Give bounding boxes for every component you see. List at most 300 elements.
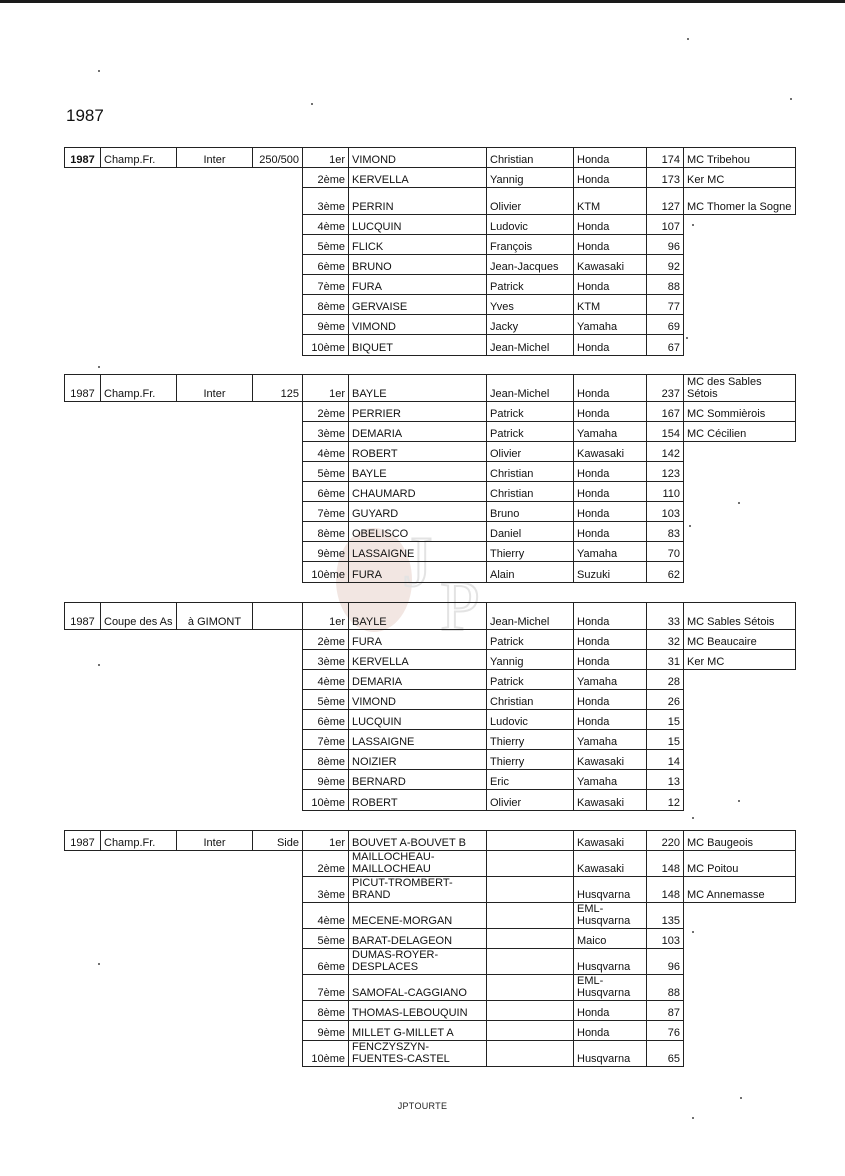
club-text: MC Sommièrois (687, 408, 766, 420)
pts-text: 110 (662, 488, 680, 500)
pts-text: 148 (661, 889, 680, 901)
pts-cell (646, 629, 684, 650)
first-cell (486, 481, 574, 502)
name-cell (348, 521, 487, 542)
pts-cell (646, 830, 684, 851)
name-text: FURA (352, 281, 382, 293)
bike-cell (573, 850, 647, 877)
pos-text: 7ème (317, 736, 345, 748)
pts-cell (646, 334, 684, 356)
table-row (65, 215, 796, 235)
bike-text: Yamaha (577, 776, 618, 788)
first-cell (486, 769, 574, 790)
first-cell (486, 461, 574, 482)
pos-cell (302, 167, 349, 188)
scan-speck (692, 1117, 694, 1119)
pts-text: 103 (661, 935, 680, 947)
table-row (65, 168, 796, 188)
name-cell (348, 876, 487, 903)
pts-text: 77 (667, 301, 680, 313)
first-cell (486, 521, 574, 542)
table-row (65, 502, 796, 522)
name-text: ROBERT (352, 797, 398, 809)
type-cell (100, 374, 177, 402)
name-text: FENCZYSZYN-FUENTES-CASTEL (352, 1041, 450, 1065)
bike-text: EML-Husqvarna (577, 975, 631, 999)
club-cell (683, 876, 796, 903)
club-cell (683, 214, 796, 235)
first-cell (486, 274, 574, 295)
table-row (65, 929, 796, 949)
pts-text: 135 (661, 915, 680, 927)
club-cell (683, 334, 796, 356)
name-text: BOUVET A-BOUVET B (352, 837, 466, 849)
first-text: Olivier (490, 448, 522, 460)
pts-text: 174 (661, 154, 680, 166)
name-cell (348, 1020, 487, 1041)
pos-cell (302, 876, 349, 903)
year-text: 1987 (70, 837, 95, 849)
first-text: Yannig (490, 656, 524, 668)
bike-cell (573, 254, 647, 275)
name-text: LASSAIGNE (352, 736, 415, 748)
type-text: Champ.Fr. (104, 154, 156, 166)
pts-text: 67 (667, 342, 680, 354)
first-cell (486, 1000, 574, 1021)
table-row (65, 690, 796, 710)
club-cell (683, 830, 796, 851)
first-cell (486, 876, 574, 903)
pos-cell (302, 689, 349, 710)
first-cell (486, 334, 574, 356)
first-text: Thierry (490, 548, 525, 560)
table-row (65, 730, 796, 750)
pts-text: 103 (661, 508, 680, 520)
name-cell (348, 789, 487, 811)
table-row (65, 482, 796, 502)
scan-speck (687, 38, 689, 40)
first-cell (486, 147, 574, 168)
table-row (65, 542, 796, 562)
first-text: Patrick (490, 428, 524, 440)
first-text: Olivier (490, 201, 522, 213)
pos-cell (302, 187, 349, 215)
name-text: MAILLOCHEAU-MAILLOCHEAU (352, 851, 435, 875)
pts-cell (646, 441, 684, 462)
first-text: Eric (490, 776, 509, 788)
club-text: MC Cécilien (687, 428, 747, 440)
club-cell (683, 274, 796, 295)
club-cell (683, 187, 796, 215)
pos-cell (302, 602, 349, 630)
table-row (65, 650, 796, 670)
name-cell (348, 461, 487, 482)
name-cell (348, 1040, 487, 1067)
first-cell (486, 294, 574, 315)
year-text: 1987 (70, 388, 95, 400)
class-text: Side (276, 837, 299, 849)
club-text: MC Baugeois (687, 837, 754, 849)
class-text: 250/500 (259, 154, 299, 166)
pts-cell (646, 602, 684, 630)
class-text: 125 (280, 388, 299, 400)
first-cell (486, 629, 574, 650)
results-table (65, 375, 796, 583)
name-cell (348, 1000, 487, 1021)
pts-text: 69 (667, 321, 680, 333)
bike-cell (573, 167, 647, 188)
year-cell (64, 830, 101, 851)
club-cell (683, 234, 796, 255)
name-text: VIMOND (352, 154, 396, 166)
category-text: Inter (203, 388, 226, 400)
bike-text: Yamaha (577, 676, 618, 688)
pts-cell (646, 274, 684, 295)
pts-text: 14 (667, 756, 680, 768)
pts-cell (646, 928, 684, 949)
bike-text: Kawasaki (577, 837, 625, 849)
name-cell (348, 334, 487, 356)
club-cell (683, 314, 796, 335)
bike-cell (573, 461, 647, 482)
pts-text: 123 (661, 468, 680, 480)
bike-cell (573, 709, 647, 730)
scan-speck (692, 931, 694, 933)
name-cell (348, 850, 487, 877)
bike-text: Honda (577, 508, 610, 520)
table-row (65, 1001, 796, 1021)
pts-text: 154 (661, 428, 680, 440)
scan-speck (692, 817, 694, 819)
pts-text: 13 (667, 776, 680, 788)
pos-cell (302, 789, 349, 811)
first-cell (486, 830, 574, 851)
name-text: BRUNO (352, 261, 392, 273)
club-cell (683, 649, 796, 670)
pts-cell (646, 1040, 684, 1067)
scan-speck (98, 963, 100, 965)
table-row (65, 670, 796, 690)
bike-text: Yamaha (577, 548, 618, 560)
table-row (65, 851, 796, 877)
pos-cell (302, 401, 349, 422)
name-text: BAYLE (352, 388, 387, 400)
pts-text: 148 (661, 863, 680, 875)
first-text: François (490, 241, 533, 253)
first-cell (486, 374, 574, 402)
pos-text: 2ème (317, 863, 345, 875)
name-cell (348, 501, 487, 522)
first-cell (486, 850, 574, 877)
name-text: MILLET G-MILLET A (352, 1027, 454, 1039)
name-text: LUCQUIN (352, 221, 402, 233)
pos-cell (302, 294, 349, 315)
pos-cell (302, 1020, 349, 1041)
name-text: DEMARIA (352, 676, 403, 688)
name-cell (348, 401, 487, 422)
type-cell (100, 602, 177, 630)
first-cell (486, 1040, 574, 1067)
pos-cell (302, 274, 349, 295)
pts-text: 76 (667, 1027, 680, 1039)
pts-cell (646, 187, 684, 215)
name-cell (348, 769, 487, 790)
pos-text: 8ème (317, 528, 345, 540)
pos-text: 9ème (317, 321, 345, 333)
name-text: FURA (352, 636, 382, 648)
pos-text: 5ème (317, 241, 345, 253)
first-text: Ludovic (490, 716, 528, 728)
table-row (65, 295, 796, 315)
pos-cell (302, 214, 349, 235)
category-text: Inter (203, 837, 226, 849)
name-cell (348, 374, 487, 402)
name-cell (348, 167, 487, 188)
bike-text: Honda (577, 488, 610, 500)
bike-cell (573, 1020, 647, 1041)
bike-text: Honda (577, 241, 610, 253)
bike-cell (573, 830, 647, 851)
pts-cell (646, 147, 684, 168)
pts-cell (646, 769, 684, 790)
bike-text: Husqvarna (577, 1053, 631, 1065)
type-cell (100, 147, 177, 168)
bike-text: Honda (577, 221, 610, 233)
scan-speck (98, 664, 100, 666)
category-text: Inter (203, 154, 226, 166)
pos-text: 3ème (317, 201, 345, 213)
pts-cell (646, 729, 684, 750)
first-cell (486, 561, 574, 583)
first-cell (486, 749, 574, 770)
pos-cell (302, 254, 349, 275)
type-text: Champ.Fr. (104, 388, 156, 400)
name-text: VIMOND (352, 696, 396, 708)
pos-cell (302, 481, 349, 502)
pos-cell (302, 234, 349, 255)
scan-speck (692, 224, 694, 226)
name-cell (348, 709, 487, 730)
name-cell (348, 481, 487, 502)
first-text: Yves (490, 301, 514, 313)
pts-text: 26 (667, 696, 680, 708)
pos-cell (302, 147, 349, 168)
club-cell (683, 254, 796, 275)
name-text: DEMARIA (352, 428, 403, 440)
name-text: LUCQUIN (352, 716, 402, 728)
bike-text: Honda (577, 408, 610, 420)
bike-cell (573, 948, 647, 975)
bike-text: KTM (577, 201, 601, 213)
pts-cell (646, 254, 684, 275)
name-cell (348, 902, 487, 929)
name-text: ROBERT (352, 448, 398, 460)
club-cell (683, 167, 796, 188)
pos-cell (302, 374, 349, 402)
first-text: Christian (490, 488, 534, 500)
bike-cell (573, 147, 647, 168)
scan-speck (98, 70, 100, 72)
pts-text: 83 (667, 528, 680, 540)
first-cell (486, 314, 574, 335)
pts-cell (646, 167, 684, 188)
club-cell (683, 294, 796, 315)
first-cell (486, 501, 574, 522)
pts-cell (646, 234, 684, 255)
name-text: SAMOFAL-CAGGIANO (352, 987, 467, 999)
club-text: MC Thomer la Sogne (687, 201, 792, 213)
bike-cell (573, 187, 647, 215)
club-cell (683, 421, 796, 442)
name-cell (348, 254, 487, 275)
first-text: Bruno (490, 508, 520, 520)
top-rule (0, 0, 845, 3)
bike-cell (573, 729, 647, 750)
club-cell (683, 481, 796, 502)
bike-text: Suzuki (577, 569, 611, 581)
pts-text: 237 (661, 388, 680, 400)
pos-cell (302, 1040, 349, 1067)
pts-cell (646, 214, 684, 235)
pos-cell (302, 749, 349, 770)
category-cell (176, 602, 253, 630)
pos-text: 1er (329, 616, 345, 628)
pos-cell (302, 561, 349, 583)
bike-text: Honda (577, 528, 610, 540)
club-cell (683, 749, 796, 770)
pts-text: 88 (667, 281, 680, 293)
scan-speck (738, 502, 740, 504)
pts-text: 107 (661, 221, 680, 233)
table-row (65, 1021, 796, 1041)
pos-cell (302, 501, 349, 522)
table-row (65, 275, 796, 295)
pts-text: 88 (667, 987, 680, 999)
club-cell (683, 401, 796, 422)
pos-text: 4ème (317, 915, 345, 927)
name-text: DUMAS-ROYER-DESPLACES (352, 949, 439, 973)
pts-cell (646, 669, 684, 690)
name-cell (348, 314, 487, 335)
club-cell (683, 441, 796, 462)
name-cell (348, 928, 487, 949)
first-cell (486, 928, 574, 949)
pos-cell (302, 974, 349, 1001)
name-text: BARAT-DELAGEON (352, 935, 453, 947)
pts-cell (646, 374, 684, 402)
bike-cell (573, 541, 647, 562)
pts-cell (646, 948, 684, 975)
pos-text: 8ème (317, 756, 345, 768)
name-text: GERVAISE (352, 301, 408, 313)
scan-speck (689, 525, 691, 527)
bike-cell (573, 441, 647, 462)
pts-cell (646, 501, 684, 522)
pos-text: 5ème (317, 696, 345, 708)
bike-text: Honda (577, 716, 610, 728)
pos-text: 8ème (317, 1007, 345, 1019)
first-text: Jacky (490, 321, 519, 333)
pts-cell (646, 314, 684, 335)
pos-text: 9ème (317, 1027, 345, 1039)
bike-cell (573, 501, 647, 522)
name-cell (348, 948, 487, 975)
pos-text: 1er (329, 154, 345, 166)
pos-cell (302, 421, 349, 442)
pts-text: 167 (661, 408, 680, 420)
bike-cell (573, 401, 647, 422)
first-cell (486, 974, 574, 1001)
class-cell (252, 147, 303, 168)
first-text: Yannig (490, 174, 524, 186)
bike-text: Honda (577, 696, 610, 708)
first-text: Jean-Jacques (490, 261, 559, 273)
category-text: à GIMONT (187, 616, 242, 628)
table-row (65, 603, 796, 630)
pos-text: 4ème (317, 448, 345, 460)
pos-cell (302, 902, 349, 929)
bike-text: Honda (577, 174, 610, 186)
club-cell (683, 769, 796, 790)
club-cell (683, 850, 796, 877)
club-cell (683, 689, 796, 710)
results-table (65, 831, 796, 1067)
pos-text: 5ème (317, 935, 345, 947)
name-text: FLICK (352, 241, 384, 253)
pos-text: 4ème (317, 221, 345, 233)
name-cell (348, 274, 487, 295)
pts-text: 15 (667, 716, 680, 728)
first-cell (486, 602, 574, 630)
first-text: Christian (490, 468, 534, 480)
type-text: Champ.Fr. (104, 837, 156, 849)
pts-text: 32 (667, 636, 680, 648)
scan-speck (790, 98, 792, 100)
first-text: Jean-Michel (490, 342, 550, 354)
first-text: Ludovic (490, 221, 528, 233)
scan-speck (738, 800, 740, 802)
first-cell (486, 948, 574, 975)
club-cell (683, 374, 796, 402)
bike-cell (573, 669, 647, 690)
pts-cell (646, 974, 684, 1001)
svg-text:P: P (440, 566, 481, 646)
club-cell (683, 1000, 796, 1021)
table-row (65, 790, 796, 811)
club-cell (683, 1040, 796, 1067)
pts-text: 173 (661, 174, 680, 186)
club-cell (683, 602, 796, 630)
bike-cell (573, 334, 647, 356)
first-cell (486, 709, 574, 730)
bike-cell (573, 749, 647, 770)
bike-cell (573, 629, 647, 650)
first-cell (486, 401, 574, 422)
results-table (65, 603, 796, 811)
bike-text: Husqvarna (577, 961, 631, 973)
club-text: MC Poitou (687, 863, 739, 875)
pos-text: 6ème (317, 961, 345, 973)
pts-text: 28 (667, 676, 680, 688)
pos-text: 8ème (317, 301, 345, 313)
pts-cell (646, 789, 684, 811)
name-cell (348, 541, 487, 562)
pts-text: 142 (661, 448, 680, 460)
name-text: BAYLE (352, 616, 387, 628)
bike-text: Kawasaki (577, 448, 625, 460)
name-text: PERRIER (352, 408, 401, 420)
first-text: Thierry (490, 756, 525, 768)
